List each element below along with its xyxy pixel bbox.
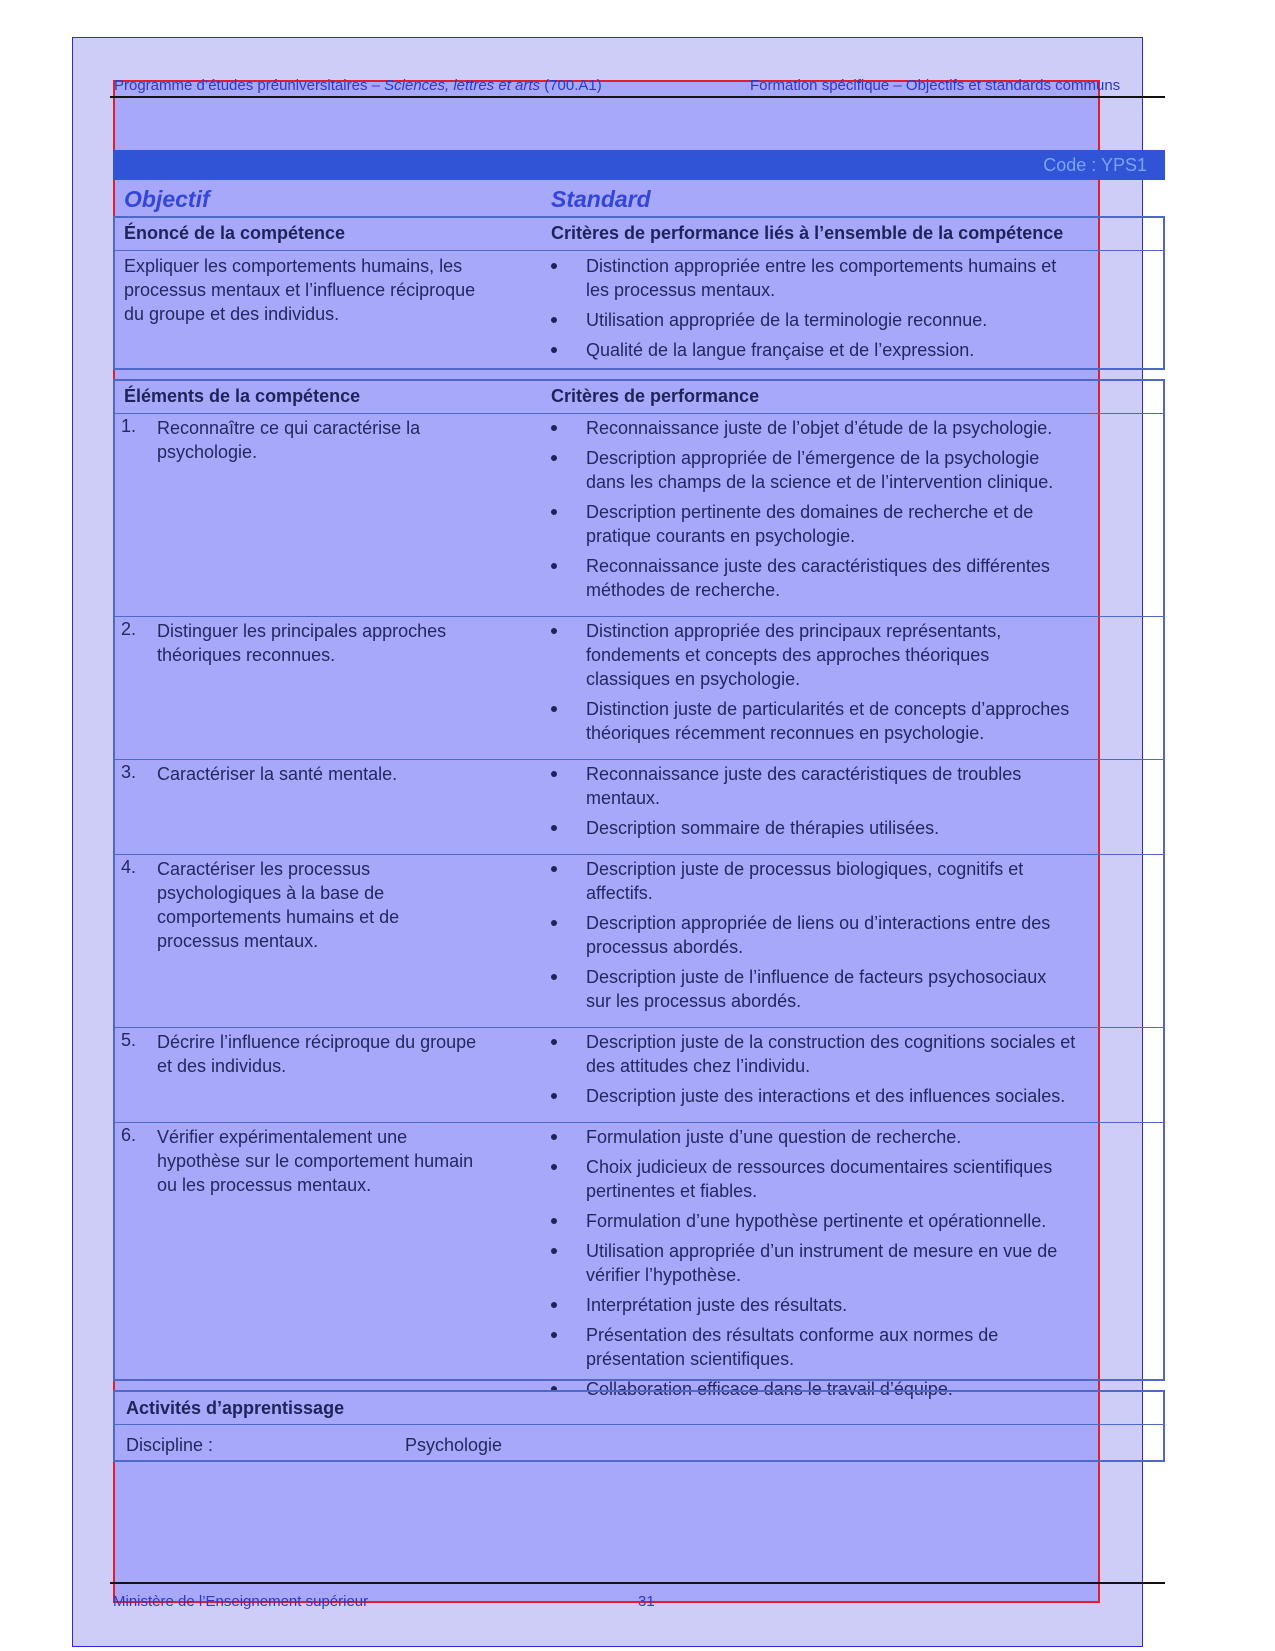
criterion-line: pratique courants en psychologie.	[586, 526, 856, 546]
element-number: 6.	[121, 1125, 137, 1145]
row-divider	[115, 1027, 1163, 1028]
criterion-line: Distinction appropriée des principaux représentants,	[586, 621, 1002, 641]
criterion-line: Reconnaissance juste des caractéristiques de troubles	[586, 764, 1022, 784]
bullet-icon	[551, 825, 557, 831]
bullet-icon	[551, 1248, 557, 1254]
bullet-icon	[551, 563, 557, 569]
element-number: 1.	[121, 416, 137, 436]
course-code: Code : YPS1	[1043, 155, 1147, 175]
bullet-icon	[551, 1039, 557, 1045]
ministry-name: Ministère de l’Enseignement supérieur	[113, 1593, 369, 1610]
activities-heading: Activités d’apprentissage	[126, 1398, 345, 1418]
bullet-icon	[551, 1302, 557, 1308]
element-text-line: Décrire l’influence réciproque du groupe	[157, 1032, 477, 1052]
criterion-line: Description juste de l’influence de facteurs psychosociaux	[586, 967, 1047, 987]
criterion-line: Description pertinente des domaines de recherche et de	[586, 502, 1034, 522]
statement-line: processus mentaux et l’influence réciproque	[124, 280, 476, 300]
criterion-line: Reconnaissance juste de l’objet d’étude de la psychologie.	[586, 418, 1053, 438]
element-text-line: psychologiques à la base de	[157, 883, 385, 903]
code-bar	[113, 150, 1165, 180]
criterion-line: vérifier l’hypothèse.	[586, 1265, 742, 1285]
bullet-icon	[551, 866, 557, 872]
section-title: Formation spécifique – Objectifs et standards communs	[750, 77, 1121, 94]
criterion-line: Utilisation appropriée d’un instrument de mesure en vue de	[586, 1241, 1058, 1261]
bullet-icon	[551, 920, 557, 926]
criterion-line: classiques en psychologie.	[586, 669, 801, 689]
criterion-line: présentation scientifiques.	[586, 1349, 795, 1369]
criterion-line: Description appropriée de liens ou d’interactions entre des	[586, 913, 1051, 933]
element-text-line: hypothèse sur le comportement humain	[157, 1151, 474, 1171]
row-divider	[115, 1122, 1163, 1123]
element-text-line: et des individus.	[157, 1056, 287, 1076]
criterion-line: Présentation des résultats conforme aux normes de	[586, 1325, 999, 1345]
criterion-line: Description sommaire de thérapies utilisées.	[586, 818, 940, 838]
element-number: 5.	[121, 1030, 137, 1050]
bullet-icon	[551, 1134, 557, 1140]
bullet-icon	[551, 628, 557, 634]
elements-heading: Éléments de la compétence	[124, 386, 361, 406]
bullet-icon	[551, 1218, 557, 1224]
bullet-icon	[551, 771, 557, 777]
criterion-line: processus abordés.	[586, 937, 744, 957]
criterion-line: des attitudes chez l’individu.	[586, 1056, 811, 1076]
criterion-line: fondements et concepts des approches théoriques	[586, 645, 990, 665]
criterion-line: Description juste de la construction des cognitions sociales et	[586, 1032, 1076, 1052]
element-number: 4.	[121, 857, 137, 877]
criterion-line: Reconnaissance juste des caractéristiques des différentes	[586, 556, 1050, 576]
element-number: 3.	[121, 762, 137, 782]
bullet-icon	[551, 347, 557, 353]
element-text-line: processus mentaux.	[157, 931, 319, 951]
standard-heading: Standard	[551, 186, 651, 212]
bullet-icon	[551, 317, 557, 323]
row-divider	[115, 616, 1163, 617]
criterion-line: Description juste des interactions et des influences sociales.	[586, 1086, 1066, 1106]
bullet-icon	[551, 706, 557, 712]
statement-line: Expliquer les comportements humains, les	[124, 256, 463, 276]
criterion-line: pertinentes et fiables.	[586, 1181, 758, 1201]
criterion-line: Distinction appropriée entre les comportements humains et	[586, 256, 1057, 276]
bullet-icon	[551, 974, 557, 980]
bullet-icon	[551, 1332, 557, 1338]
bullet-icon	[551, 1164, 557, 1170]
statement-line: du groupe et des individus.	[124, 304, 340, 324]
bullet-icon	[551, 509, 557, 515]
row-divider	[115, 854, 1163, 855]
bullet-icon	[551, 455, 557, 461]
criterion-line: mentaux.	[586, 788, 661, 808]
competence-criteria-heading: Critères de performance liés à l’ensemble de la compétence	[551, 223, 1064, 243]
bullet-icon	[551, 1093, 557, 1099]
criterion-line: théoriques récemment reconnues en psychologie.	[586, 723, 985, 743]
criterion-line: Interprétation juste des résultats.	[586, 1295, 848, 1315]
criterion-line: Qualité de la langue française et de l’expression.	[586, 340, 975, 360]
criterion-line: Distinction juste de particularités et de concepts d’approches	[586, 699, 1070, 719]
element-text-line: Vérifier expérimentalement une	[157, 1127, 408, 1147]
objective-heading: Objectif	[124, 186, 210, 212]
criterion-line: les processus mentaux.	[586, 280, 776, 300]
bullet-icon	[551, 263, 557, 269]
element-text-line: ou les processus mentaux.	[157, 1175, 372, 1195]
header-rule	[110, 96, 1165, 98]
element-text-line: théoriques reconnues.	[157, 645, 336, 665]
criterion-line: Formulation juste d’une question de recherche.	[586, 1127, 962, 1147]
criterion-line: Utilisation appropriée de la terminologie reconnue.	[586, 310, 988, 330]
discipline-label: Discipline :	[126, 1435, 214, 1455]
element-text-line: Caractériser la santé mentale.	[157, 764, 398, 784]
criterion-line: dans les champs de la science et de l’intervention clinique.	[586, 472, 1054, 492]
criterion-line: Collaboration efficace dans le travail d’équipe.	[586, 1379, 953, 1399]
discipline-value: Psychologie	[405, 1435, 503, 1455]
element-text-line: Caractériser les processus	[157, 859, 371, 879]
criterion-line: Description juste de processus biologiques, cognitifs et	[586, 859, 1024, 879]
row-divider	[115, 413, 1163, 414]
element-number: 2.	[121, 619, 137, 639]
footer	[113, 1593, 655, 1610]
statement-heading: Énoncé de la compétence	[124, 223, 346, 243]
criterion-line: Formulation d’une hypothèse pertinente et opérationnelle.	[586, 1211, 1047, 1231]
element-text-line: Reconnaître ce qui caractérise la	[157, 418, 421, 438]
criterion-line: méthodes de recherche.	[586, 580, 781, 600]
bullet-icon	[551, 425, 557, 431]
footer-rule	[110, 1582, 1165, 1584]
criterion-line: sur les processus abordés.	[586, 991, 802, 1011]
element-text-line: psychologie.	[157, 442, 258, 462]
element-text-line: comportements humains et de	[157, 907, 400, 927]
criterion-line: Description appropriée de l’émergence de la psychologie	[586, 448, 1040, 468]
program-title: Programme d’études préuniversitaires – Sciences, lettres et arts (700.A1)	[114, 77, 602, 94]
page-number: 31	[638, 1593, 655, 1610]
criterion-line: Choix judicieux de ressources documentaires scientifiques	[586, 1157, 1053, 1177]
criterion-line: affectifs.	[586, 883, 653, 903]
row-divider	[115, 759, 1163, 760]
criteria-heading: Critères de performance	[551, 386, 760, 406]
element-text-line: Distinguer les principales approches	[157, 621, 447, 641]
